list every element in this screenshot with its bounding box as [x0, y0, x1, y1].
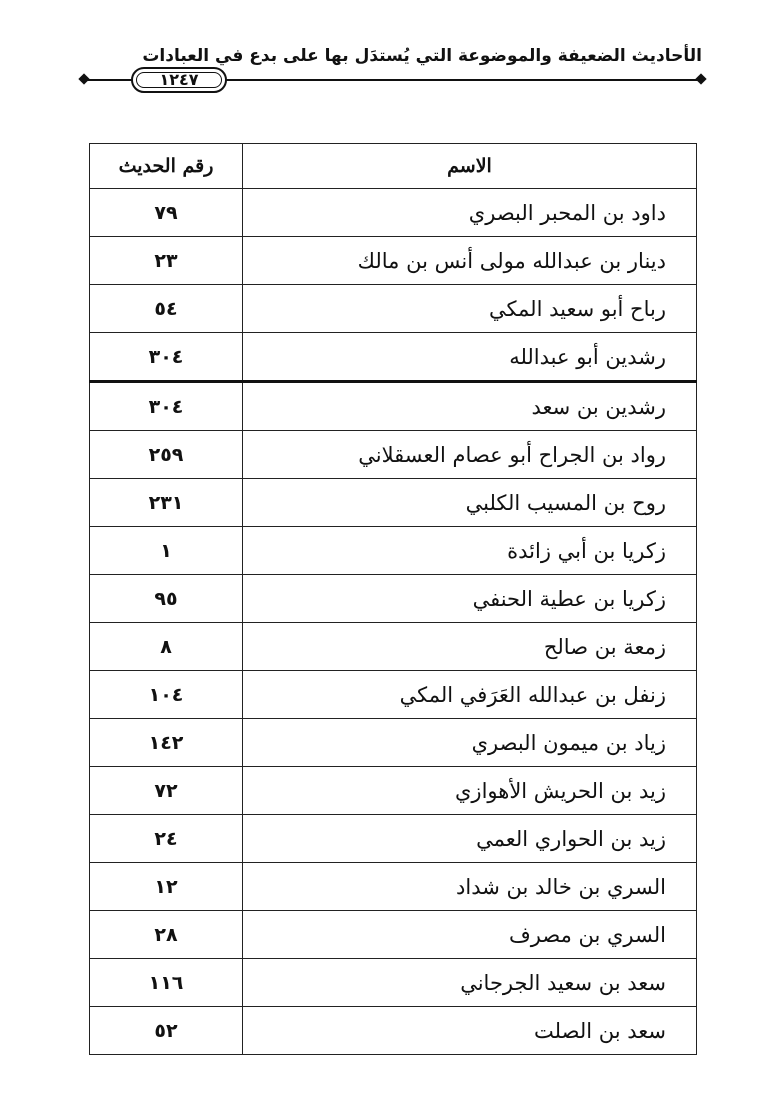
hadith-number: ٣٠٤	[90, 382, 243, 431]
table-row	[90, 671, 697, 719]
table-row	[90, 767, 697, 815]
hadith-number: ١١٦	[90, 959, 243, 1007]
table-row	[90, 1007, 697, 1055]
hadith-number: ٢٨	[90, 911, 243, 959]
narrator-name: زنفل بن عبدالله العَرَفي المكي	[243, 671, 697, 719]
narrator-name: السري بن خالد بن شداد	[243, 863, 697, 911]
table-row	[90, 333, 697, 382]
hadith-number: ٣٠٤	[90, 333, 243, 382]
narrator-name: سعد بن الصلت	[243, 1007, 697, 1055]
narrator-name: رشدين بن سعد	[243, 382, 697, 431]
hadith-number: ٢٣	[90, 237, 243, 285]
hadith-number: ٧٢	[90, 767, 243, 815]
page-number: ١٢٤٧	[131, 67, 227, 93]
hadith-number: ٥٤	[90, 285, 243, 333]
table-row	[90, 575, 697, 623]
diamond-ornament-left	[78, 73, 89, 84]
table-row	[90, 382, 697, 431]
running-title: الأحاديث الضعيفة والموضوعة التي يُستدَل بها على بدع في العبادات	[142, 46, 702, 66]
table-row	[90, 479, 697, 527]
hadith-number: ٢٤	[90, 815, 243, 863]
narrators-index-table	[89, 143, 697, 1055]
table-row	[90, 911, 697, 959]
narrator-name: زمعة بن صالح	[243, 623, 697, 671]
narrator-name: رباح أبو سعيد المكي	[243, 285, 697, 333]
narrator-name: سعد بن سعيد الجرجاني	[243, 959, 697, 1007]
hadith-number: ٥٢	[90, 1007, 243, 1055]
table-row	[90, 815, 697, 863]
hadith-number: ٩٥	[90, 575, 243, 623]
narrator-name: السري بن مصرف	[243, 911, 697, 959]
narrator-name: دينار بن عبدالله مولى أنس بن مالك	[243, 237, 697, 285]
table-row	[90, 623, 697, 671]
hadith-number: ١	[90, 527, 243, 575]
hadith-number: ٧٩	[90, 189, 243, 237]
table-row	[90, 863, 697, 911]
narrator-name: زكريا بن أبي زائدة	[243, 527, 697, 575]
column-header-hadith-number: رقم الحديث	[90, 144, 243, 189]
table-row	[90, 959, 697, 1007]
narrator-name: زكريا بن عطية الحنفي	[243, 575, 697, 623]
hadith-number: ١٤٢	[90, 719, 243, 767]
hadith-number: ١٠٤	[90, 671, 243, 719]
table-row	[90, 431, 697, 479]
narrator-name: رواد بن الجراح أبو عصام العسقلاني	[243, 431, 697, 479]
narrator-name: داود بن المحبر البصري	[243, 189, 697, 237]
table-row	[90, 189, 697, 237]
hadith-number: ٨	[90, 623, 243, 671]
table-row	[90, 527, 697, 575]
hadith-number: ٢٣١	[90, 479, 243, 527]
narrator-name: زياد بن ميمون البصري	[243, 719, 697, 767]
column-header-name: الاسم	[243, 144, 697, 189]
diamond-ornament-right	[695, 73, 706, 84]
hadith-number: ١٢	[90, 863, 243, 911]
narrator-name: روح بن المسيب الكلبي	[243, 479, 697, 527]
table-row	[90, 719, 697, 767]
table-header-row	[90, 144, 697, 189]
narrator-name: زيد بن الحواري العمي	[243, 815, 697, 863]
narrator-name: زيد بن الحريش الأهوازي	[243, 767, 697, 815]
narrator-name: رشدين أبو عبدالله	[243, 333, 697, 382]
hadith-number: ٢٥٩	[90, 431, 243, 479]
table-row	[90, 237, 697, 285]
table-row	[90, 285, 697, 333]
